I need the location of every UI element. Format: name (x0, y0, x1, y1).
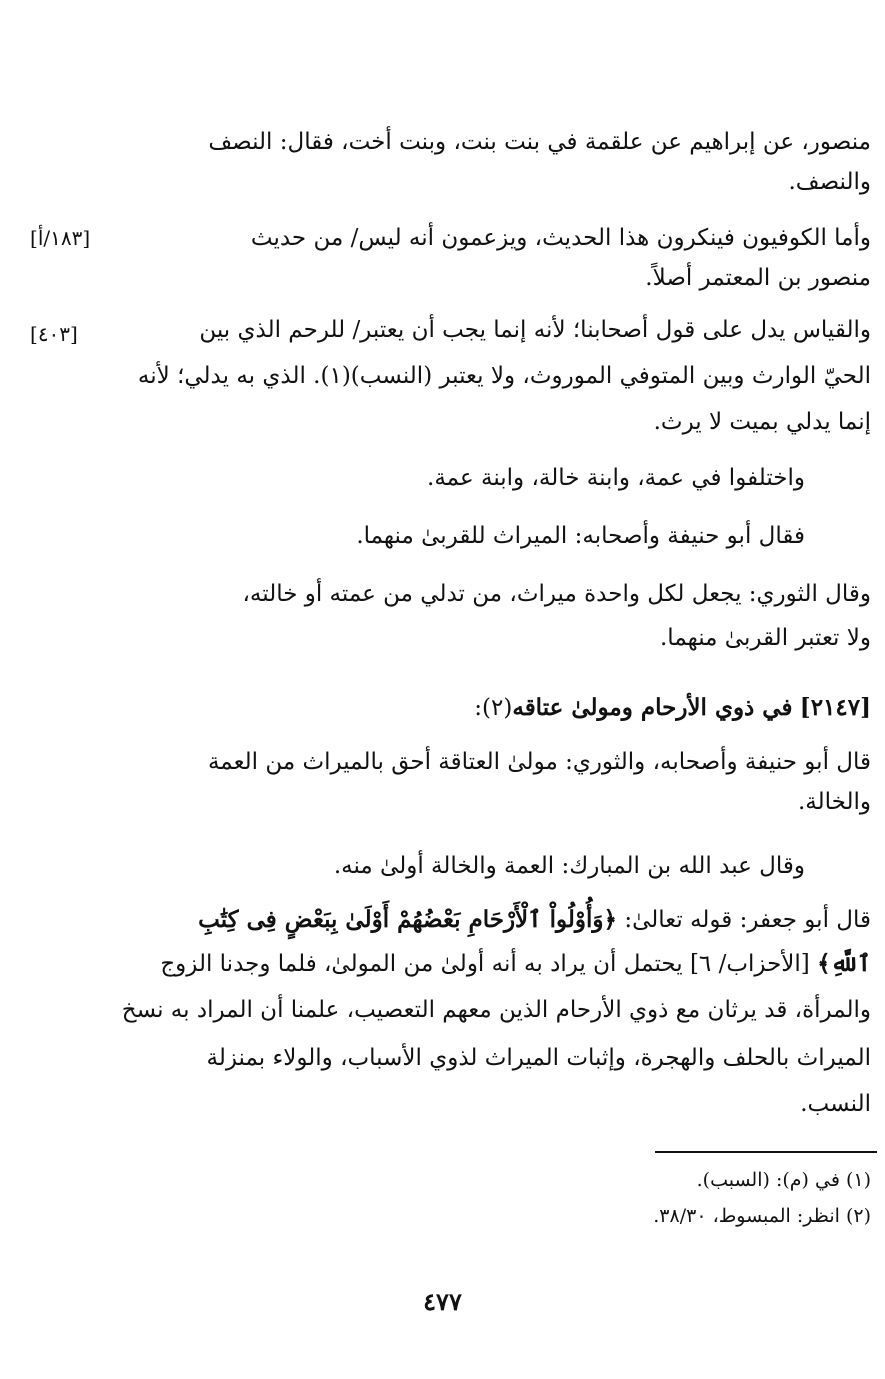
paragraph-line: منصور، عن إبراهيم عن علقمة في بنت بنت، وبنت أخت، فقال: النصف (208, 129, 871, 155)
paragraph: وقال عبد الله بن المبارك: العمة والخالة أولىٰ منه. (333, 853, 805, 879)
section-heading (111, 684, 871, 732)
paragraph-line: الميراث بالحلف والهجرة، وإثبات الميراث لذوي الأسباب، والولاء بمنزلة (206, 1045, 871, 1071)
paragraph-line: الحيّ الوارث وبين المتوفي الموروث، ولا يعتبر (النسب)(١). الذي به يدلي؛ لأنه (137, 363, 871, 389)
quran-verse: ٱللَّهِ﴾ (817, 950, 871, 977)
paragraph: واختلفوا في عمة، وابنة خالة، وابنة عمة. (427, 465, 805, 491)
paragraph-line (111, 896, 871, 944)
paragraph-line: إنما يدلي بميت لا يرث. (653, 409, 871, 435)
paragraph-line: ولا تعتبر القربىٰ منهما. (660, 625, 871, 651)
heading-title: في ذوي الأرحام ومولىٰ عتاقه (512, 694, 793, 721)
paragraph-text: قال أبو جعفر: قوله تعالىٰ: (617, 907, 871, 933)
quran-verse: ﴿وَأُوْلُواْ ٱلْأَرْحَامِ بَعْضُهُمْ أَوْلَىٰ بِبَعْضٍ فِى كِتَٰبِ (198, 906, 618, 933)
paragraph-line: وأما الكوفيون فينكرون هذا الحديث، ويزعمون أنه ليس/ من حديث (250, 225, 871, 251)
paragraph-line: منصور بن المعتمر أصلاً. (645, 265, 871, 291)
footnote: (٢) انظر: المبسوط، ٣٨/٣٠. (653, 1205, 871, 1227)
paragraph-line: النسب. (800, 1091, 871, 1117)
paragraph-text: [الأحزاب/ ٦] يحتمل أن يراد به أنه أولىٰ من المولىٰ، فلما وجدنا الزوج (160, 951, 818, 977)
footnote: (١) في (م): (السبب). (696, 1169, 871, 1191)
paragraph-line: وقال الثوري: يجعل لكل واحدة ميراث، من تدلي من عمته أو خالته، (242, 581, 871, 607)
paragraph-line: والنصف. (788, 169, 871, 195)
paragraph-line (111, 940, 871, 988)
paragraph: فقال أبو حنيفة وأصحابه: الميراث للقربىٰ منهما. (356, 523, 805, 549)
paragraph-line: قال أبو حنيفة وأصحابه، والثوري: مولىٰ العتاقة أحق بالميراث من العمة (207, 749, 871, 775)
margin-reference: [١٨٣/أ] (30, 226, 91, 250)
paragraph-line: والخالة. (797, 789, 871, 815)
paragraph-line: والمرأة، قد يرثان مع ذوي الأرحام الذين معهم التعصيب، علمنا أن المراد به نسخ (121, 997, 871, 1023)
heading-number: [٢١٤٧] (799, 694, 871, 721)
page-number: ٤٧٧ (423, 1287, 462, 1316)
margin-reference: [٤٠٣] (30, 322, 78, 346)
paragraph-line: والقياس يدل على قول أصحابنا؛ لأنه إنما يجب أن يعتبر/ للرحم الذي بين (199, 317, 871, 343)
footnote-separator (655, 1151, 877, 1153)
heading-footnote-ref: (٢): (474, 695, 513, 721)
